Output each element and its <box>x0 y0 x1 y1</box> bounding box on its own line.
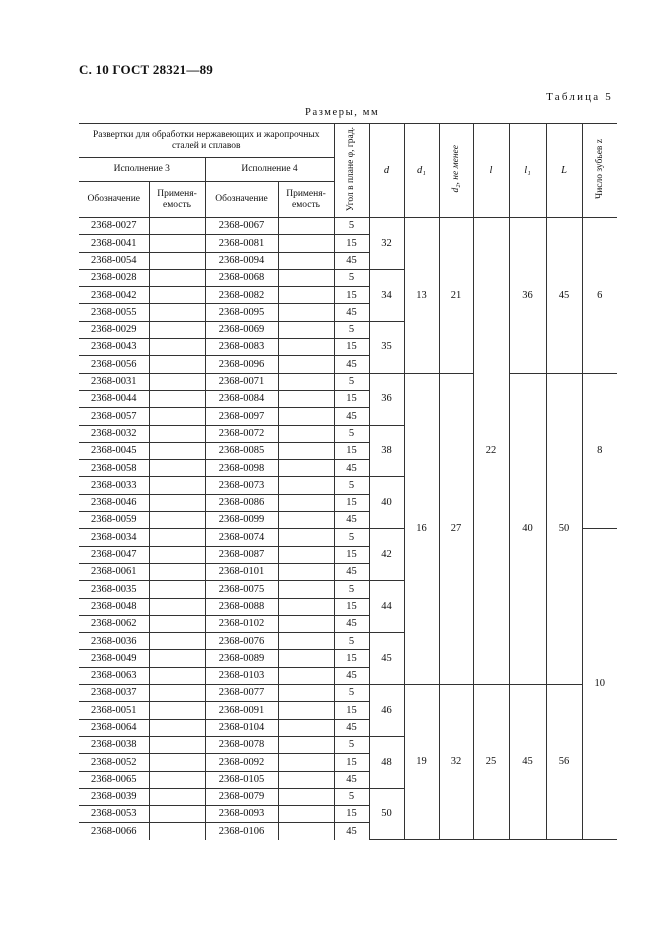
applicability-v4 <box>278 477 334 494</box>
applicability-v3 <box>149 581 205 598</box>
d1-value: 19 <box>404 685 439 840</box>
applicability-v3 <box>149 598 205 615</box>
applicability-v4 <box>278 806 334 823</box>
applicability-v3 <box>149 425 205 442</box>
designation-v4: 2368-0105 <box>205 771 278 788</box>
applicability-v4 <box>278 339 334 356</box>
angle-value: 5 <box>334 321 369 338</box>
applicability-v4 <box>278 373 334 390</box>
designation-v3: 2368-0037 <box>79 685 149 702</box>
z-value: 6 <box>582 218 617 374</box>
applicability-v4 <box>278 408 334 425</box>
designation-v3: 2368-0046 <box>79 494 149 511</box>
designation-v3: 2368-0029 <box>79 321 149 338</box>
d-value: 48 <box>369 736 404 788</box>
applicability-v4 <box>278 529 334 546</box>
designation-v3: 2368-0036 <box>79 633 149 650</box>
designation-v4: 2368-0106 <box>205 823 278 840</box>
designation-v4: 2368-0104 <box>205 719 278 736</box>
applicability-v3 <box>149 806 205 823</box>
applicability-v4 <box>278 633 334 650</box>
applicability-v3 <box>149 477 205 494</box>
designation-v3: 2368-0054 <box>79 252 149 269</box>
designation-v4: 2368-0087 <box>205 546 278 563</box>
angle-value: 45 <box>334 460 369 477</box>
applicability-v4 <box>278 425 334 442</box>
applicability-v3 <box>149 823 205 840</box>
designation-v3: 2368-0044 <box>79 390 149 407</box>
applicability-v3 <box>149 373 205 390</box>
applicability-v4 <box>278 598 334 615</box>
designation-v4: 2368-0092 <box>205 754 278 771</box>
angle-value: 45 <box>334 615 369 632</box>
L-value: 45 <box>546 218 582 374</box>
designation-v3: 2368-0045 <box>79 442 149 459</box>
designation-v3: 2368-0028 <box>79 269 149 286</box>
variant3-header: Исполнение 3 <box>79 158 205 182</box>
designation-v4: 2368-0096 <box>205 356 278 373</box>
applicability-v3 <box>149 650 205 667</box>
applicability-v4 <box>278 442 334 459</box>
designation-v4: 2368-0099 <box>205 512 278 529</box>
angle-value: 15 <box>334 806 369 823</box>
designation-v4: 2368-0074 <box>205 529 278 546</box>
table-row <box>79 373 617 390</box>
designation-v4: 2368-0085 <box>205 442 278 459</box>
applicability-v4 <box>278 771 334 788</box>
angle-value: 15 <box>334 598 369 615</box>
L-header: L <box>546 124 582 218</box>
variant4-header: Исполнение 4 <box>205 158 334 182</box>
d-value: 45 <box>369 633 404 685</box>
angle-value: 15 <box>334 546 369 563</box>
table-row <box>79 685 617 702</box>
designation-v3: 2368-0041 <box>79 235 149 252</box>
designation-v3: 2368-0047 <box>79 546 149 563</box>
angle-value: 15 <box>334 339 369 356</box>
angle-value: 5 <box>334 477 369 494</box>
sizes-label: Размеры, мм <box>305 107 380 118</box>
angle-value: 15 <box>334 702 369 719</box>
designation-v3: 2368-0064 <box>79 719 149 736</box>
d-value: 46 <box>369 685 404 737</box>
d-header: d <box>369 124 404 218</box>
designation-header-v4: Обозначение <box>205 182 278 218</box>
designation-v3: 2368-0042 <box>79 287 149 304</box>
designation-header-v3: Обозначение <box>79 182 149 218</box>
applicability-v4 <box>278 788 334 805</box>
designation-v3: 2368-0058 <box>79 460 149 477</box>
designation-v4: 2368-0073 <box>205 477 278 494</box>
applicability-v4 <box>278 719 334 736</box>
applicability-v4 <box>278 218 334 235</box>
d1-value: 16 <box>404 373 439 684</box>
l-value: 25 <box>473 685 509 840</box>
L-value: 56 <box>546 685 582 840</box>
applicability-v4 <box>278 252 334 269</box>
designation-v3: 2368-0066 <box>79 823 149 840</box>
angle-header-text: Угол в плане φ, град. <box>346 126 357 211</box>
designation-v4: 2368-0077 <box>205 685 278 702</box>
applicability-v3 <box>149 788 205 805</box>
applicability-v4 <box>278 546 334 563</box>
designation-v4: 2368-0094 <box>205 252 278 269</box>
designation-v4: 2368-0103 <box>205 667 278 684</box>
designation-v4: 2368-0084 <box>205 390 278 407</box>
applicability-v4 <box>278 685 334 702</box>
designation-v4: 2368-0076 <box>205 633 278 650</box>
applicability-v3 <box>149 390 205 407</box>
d2-header <box>439 124 473 218</box>
angle-value: 45 <box>334 667 369 684</box>
designation-v4: 2368-0088 <box>205 598 278 615</box>
d2-header-text: d₂, не менее <box>450 144 461 193</box>
applicability-header-v3: Применя-емость <box>149 182 205 218</box>
designation-v3: 2368-0052 <box>79 754 149 771</box>
angle-value: 5 <box>334 425 369 442</box>
L-value: 50 <box>546 373 582 684</box>
dimensions-table <box>79 123 617 840</box>
applicability-v3 <box>149 685 205 702</box>
designation-v3: 2368-0057 <box>79 408 149 425</box>
angle-value: 5 <box>334 269 369 286</box>
applicability-v4 <box>278 235 334 252</box>
applicability-v3 <box>149 339 205 356</box>
applicability-v4 <box>278 287 334 304</box>
designation-v4: 2368-0102 <box>205 615 278 632</box>
angle-value: 45 <box>334 719 369 736</box>
designation-v4: 2368-0068 <box>205 269 278 286</box>
d-value: 40 <box>369 477 404 529</box>
angle-value: 15 <box>334 650 369 667</box>
angle-value: 15 <box>334 390 369 407</box>
designation-v4: 2368-0078 <box>205 736 278 753</box>
applicability-v3 <box>149 719 205 736</box>
d-value: 35 <box>369 321 404 373</box>
applicability-v3 <box>149 546 205 563</box>
angle-value: 45 <box>334 356 369 373</box>
d2-value: 32 <box>439 685 473 840</box>
angle-value: 15 <box>334 235 369 252</box>
designation-v3: 2368-0031 <box>79 373 149 390</box>
d1-header: d₁ <box>404 124 439 218</box>
applicability-v3 <box>149 633 205 650</box>
d-value: 44 <box>369 581 404 633</box>
designation-v4: 2368-0082 <box>205 287 278 304</box>
designation-v3: 2368-0038 <box>79 736 149 753</box>
applicability-v4 <box>278 702 334 719</box>
d1-value: 13 <box>404 218 439 374</box>
applicability-v3 <box>149 494 205 511</box>
applicability-v4 <box>278 304 334 321</box>
z-header <box>582 124 617 218</box>
designation-v3: 2368-0034 <box>79 529 149 546</box>
designation-v3: 2368-0032 <box>79 425 149 442</box>
applicability-v4 <box>278 321 334 338</box>
designation-v3: 2368-0059 <box>79 512 149 529</box>
designation-v3: 2368-0049 <box>79 650 149 667</box>
designation-v3: 2368-0061 <box>79 563 149 580</box>
designation-v3: 2368-0056 <box>79 356 149 373</box>
applicability-v4 <box>278 754 334 771</box>
applicability-header-v4: Применя-емость <box>278 182 334 218</box>
applicability-v3 <box>149 235 205 252</box>
designation-v3: 2368-0065 <box>79 771 149 788</box>
applicability-v3 <box>149 460 205 477</box>
applicability-v4 <box>278 460 334 477</box>
designation-v4: 2368-0071 <box>205 373 278 390</box>
designation-v3: 2368-0048 <box>79 598 149 615</box>
applicability-v3 <box>149 304 205 321</box>
angle-value: 5 <box>334 373 369 390</box>
designation-v3: 2368-0043 <box>79 339 149 356</box>
designation-v4: 2368-0075 <box>205 581 278 598</box>
applicability-v4 <box>278 494 334 511</box>
designation-v4: 2368-0067 <box>205 218 278 235</box>
l1-value: 45 <box>509 685 546 840</box>
table-row <box>79 218 617 235</box>
page-header: С. 10 ГОСТ 28321—89 <box>79 62 213 77</box>
applicability-v4 <box>278 650 334 667</box>
designation-v3: 2368-0033 <box>79 477 149 494</box>
applicability-v3 <box>149 563 205 580</box>
angle-value: 5 <box>334 218 369 235</box>
applicability-v3 <box>149 736 205 753</box>
angle-value: 5 <box>334 788 369 805</box>
applicability-v3 <box>149 512 205 529</box>
designation-v4: 2368-0072 <box>205 425 278 442</box>
applicability-v3 <box>149 529 205 546</box>
applicability-v4 <box>278 581 334 598</box>
designation-v3: 2368-0035 <box>79 581 149 598</box>
angle-value: 5 <box>334 736 369 753</box>
angle-value: 15 <box>334 287 369 304</box>
designation-v4: 2368-0091 <box>205 702 278 719</box>
designation-v3: 2368-0053 <box>79 806 149 823</box>
d-value: 32 <box>369 218 404 270</box>
designation-v3: 2368-0055 <box>79 304 149 321</box>
group-title: Развертки для обработки нержавеющих и жаропрочных сталей и сплавов <box>79 124 334 158</box>
angle-value: 15 <box>334 494 369 511</box>
applicability-v4 <box>278 356 334 373</box>
applicability-v4 <box>278 667 334 684</box>
angle-value: 45 <box>334 304 369 321</box>
applicability-v4 <box>278 823 334 840</box>
d-value: 34 <box>369 269 404 321</box>
d2-value: 21 <box>439 218 473 374</box>
designation-v4: 2368-0098 <box>205 460 278 477</box>
l1-header: l₁ <box>509 124 546 218</box>
designation-v4: 2368-0069 <box>205 321 278 338</box>
l-header: l <box>473 124 509 218</box>
d-value: 42 <box>369 529 404 581</box>
designation-v3: 2368-0027 <box>79 218 149 235</box>
angle-header <box>334 124 369 218</box>
designation-v3: 2368-0051 <box>79 702 149 719</box>
angle-value: 45 <box>334 771 369 788</box>
applicability-v4 <box>278 563 334 580</box>
applicability-v3 <box>149 356 205 373</box>
applicability-v4 <box>278 269 334 286</box>
designation-v4: 2368-0083 <box>205 339 278 356</box>
designation-v3: 2368-0039 <box>79 788 149 805</box>
applicability-v3 <box>149 667 205 684</box>
angle-value: 45 <box>334 512 369 529</box>
angle-value: 5 <box>334 529 369 546</box>
applicability-v3 <box>149 321 205 338</box>
designation-v4: 2368-0081 <box>205 235 278 252</box>
designation-v4: 2368-0079 <box>205 788 278 805</box>
applicability-v3 <box>149 252 205 269</box>
applicability-v3 <box>149 615 205 632</box>
angle-value: 5 <box>334 633 369 650</box>
d-value: 36 <box>369 373 404 425</box>
designation-v4: 2368-0097 <box>205 408 278 425</box>
applicability-v3 <box>149 702 205 719</box>
applicability-v4 <box>278 736 334 753</box>
d-value: 38 <box>369 425 404 477</box>
applicability-v3 <box>149 754 205 771</box>
designation-v4: 2368-0101 <box>205 563 278 580</box>
applicability-v3 <box>149 442 205 459</box>
applicability-v3 <box>149 771 205 788</box>
designation-v3: 2368-0063 <box>79 667 149 684</box>
designation-v4: 2368-0095 <box>205 304 278 321</box>
l-value: 22 <box>473 218 509 685</box>
l1-value: 36 <box>509 218 546 374</box>
z-header-text: Число зубьев z <box>594 138 605 199</box>
z-value: 8 <box>582 373 617 529</box>
z-value: 10 <box>582 529 617 840</box>
angle-value: 45 <box>334 408 369 425</box>
applicability-v4 <box>278 390 334 407</box>
applicability-v3 <box>149 269 205 286</box>
designation-v4: 2368-0093 <box>205 806 278 823</box>
angle-value: 5 <box>334 685 369 702</box>
angle-value: 45 <box>334 823 369 840</box>
applicability-v3 <box>149 218 205 235</box>
angle-value: 5 <box>334 581 369 598</box>
l1-value: 40 <box>509 373 546 684</box>
designation-v4: 2368-0086 <box>205 494 278 511</box>
angle-value: 15 <box>334 442 369 459</box>
designation-v3: 2368-0062 <box>79 615 149 632</box>
table-label: Таблица 5 <box>546 91 613 103</box>
d2-value: 27 <box>439 373 473 684</box>
angle-value: 45 <box>334 563 369 580</box>
applicability-v4 <box>278 512 334 529</box>
designation-v4: 2368-0089 <box>205 650 278 667</box>
d-value: 50 <box>369 788 404 839</box>
angle-value: 45 <box>334 252 369 269</box>
applicability-v3 <box>149 408 205 425</box>
applicability-v4 <box>278 615 334 632</box>
applicability-v3 <box>149 287 205 304</box>
angle-value: 15 <box>334 754 369 771</box>
